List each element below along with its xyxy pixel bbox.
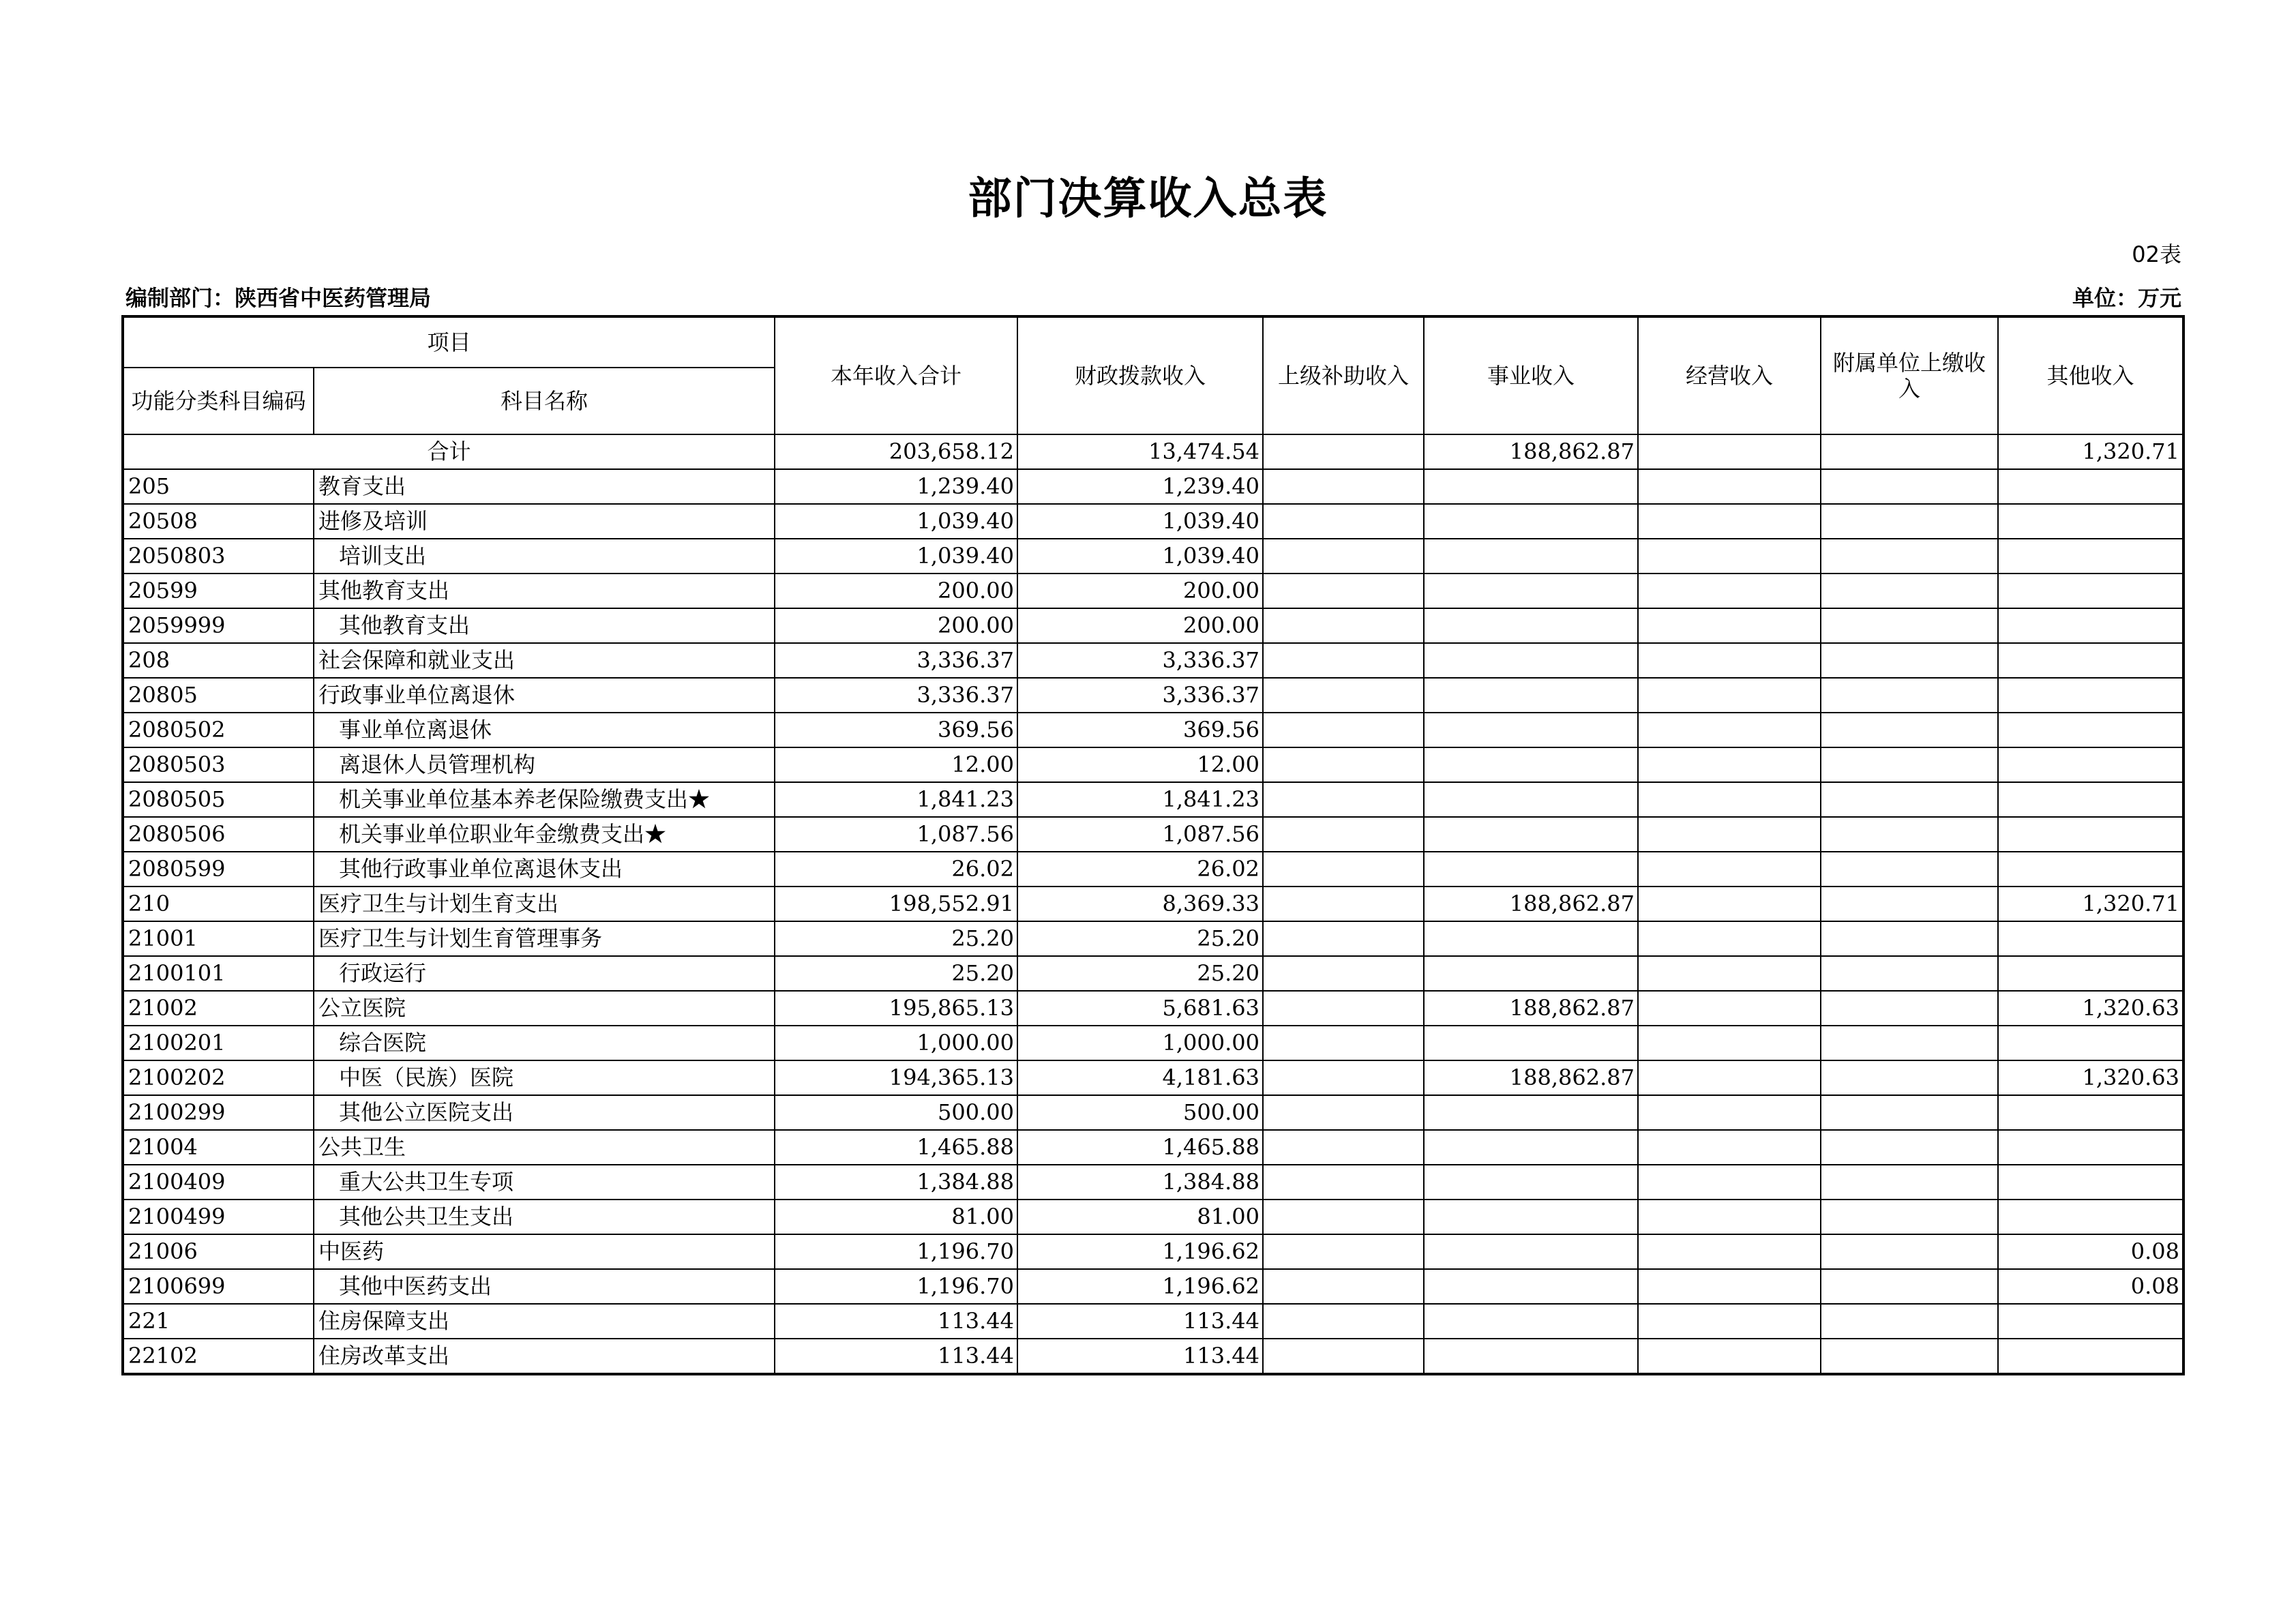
- table-row: [123, 921, 2183, 956]
- code-cell: 2100202: [123, 1060, 314, 1095]
- subsidy-cell: [1263, 1269, 1424, 1304]
- operating-cell: [1638, 1269, 1821, 1304]
- header-business: 事业收入: [1424, 316, 1638, 434]
- total-cell: 200.00: [775, 608, 1017, 643]
- affiliate-cell: [1821, 574, 1998, 608]
- affiliate-cell: [1821, 956, 1998, 991]
- operating-cell: [1638, 852, 1821, 887]
- table-row: [123, 574, 2183, 608]
- header-other: 其他收入: [1998, 316, 2183, 434]
- header-name: 科目名称: [314, 368, 775, 434]
- fiscal-cell: 200.00: [1017, 608, 1263, 643]
- form-number: 02表: [2132, 241, 2181, 267]
- total-cell: 1,239.40: [775, 469, 1017, 504]
- operating-cell: [1638, 956, 1821, 991]
- name-cell: 中医（民族）医院: [314, 1060, 775, 1095]
- header-code: 功能分类科目编码: [123, 368, 314, 434]
- name-cell: 综合医院: [314, 1026, 775, 1060]
- total-cell: 1,465.88: [775, 1130, 1017, 1165]
- code-cell: 2050803: [123, 539, 314, 574]
- code-cell: 2100699: [123, 1269, 314, 1304]
- operating-cell: [1638, 469, 1821, 504]
- total-cell: 113.44: [775, 1339, 1017, 1374]
- business-cell: [1424, 1339, 1638, 1374]
- affiliate-cell: [1821, 1026, 1998, 1060]
- business-cell: [1424, 921, 1638, 956]
- affiliate-cell: [1821, 1200, 1998, 1234]
- name-cell: 社会保障和就业支出: [314, 643, 775, 678]
- subsidy-cell: [1263, 782, 1424, 817]
- table-row: [123, 1304, 2183, 1339]
- table-row: [123, 1165, 2183, 1200]
- fiscal-cell: 200.00: [1017, 574, 1263, 608]
- fiscal-cell: 113.44: [1017, 1304, 1263, 1339]
- other-cell: [1998, 608, 2183, 643]
- header-total: 本年收入合计: [775, 316, 1017, 434]
- fiscal-cell: 1,000.00: [1017, 1026, 1263, 1060]
- code-cell: 2080503: [123, 747, 314, 782]
- other-cell: [1998, 956, 2183, 991]
- code-cell: 210: [123, 887, 314, 921]
- fiscal-cell: 1,239.40: [1017, 469, 1263, 504]
- business-cell: [1424, 504, 1638, 539]
- subsidy-cell: [1263, 539, 1424, 574]
- other-cell: 0.08: [1998, 1234, 2183, 1269]
- name-cell: 其他中医药支出: [314, 1269, 775, 1304]
- total-cell: 113.44: [775, 1304, 1017, 1339]
- fiscal-cell: 1,039.40: [1017, 504, 1263, 539]
- operating-cell: [1638, 678, 1821, 713]
- fiscal-cell: 13,474.54: [1017, 434, 1263, 469]
- subsidy-cell: [1263, 852, 1424, 887]
- code-cell: 221: [123, 1304, 314, 1339]
- business-cell: [1424, 1095, 1638, 1130]
- fiscal-cell: 500.00: [1017, 1095, 1263, 1130]
- table-row: [123, 1026, 2183, 1060]
- header-fiscal: 财政拨款收入: [1017, 316, 1263, 434]
- other-cell: [1998, 504, 2183, 539]
- operating-cell: [1638, 921, 1821, 956]
- affiliate-cell: [1821, 469, 1998, 504]
- name-cell: 行政事业单位离退休: [314, 678, 775, 713]
- operating-cell: [1638, 1026, 1821, 1060]
- table-row: [123, 956, 2183, 991]
- code-cell: 2080599: [123, 852, 314, 887]
- subsidy-cell: [1263, 434, 1424, 469]
- total-cell: 1,196.70: [775, 1234, 1017, 1269]
- affiliate-cell: [1821, 887, 1998, 921]
- affiliate-cell: [1821, 1130, 1998, 1165]
- other-cell: [1998, 713, 2183, 747]
- name-cell: 进修及培训: [314, 504, 775, 539]
- business-cell: 188,862.87: [1424, 434, 1638, 469]
- table-row: [123, 782, 2183, 817]
- affiliate-cell: [1821, 1269, 1998, 1304]
- fiscal-cell: 8,369.33: [1017, 887, 1263, 921]
- affiliate-cell: [1821, 1339, 1998, 1374]
- table-row: [123, 713, 2183, 747]
- total-cell: 203,658.12: [775, 434, 1017, 469]
- code-cell: 21006: [123, 1234, 314, 1269]
- subsidy-cell: [1263, 1026, 1424, 1060]
- other-cell: [1998, 574, 2183, 608]
- business-cell: 188,862.87: [1424, 991, 1638, 1026]
- business-cell: [1424, 1304, 1638, 1339]
- page-title: 部门决算收入总表: [968, 174, 1328, 224]
- subsidy-cell: [1263, 991, 1424, 1026]
- table-row: [123, 608, 2183, 643]
- operating-cell: [1638, 1165, 1821, 1200]
- affiliate-cell: [1821, 852, 1998, 887]
- table-row: [123, 469, 2183, 504]
- code-cell: 2100101: [123, 956, 314, 991]
- other-cell: 1,320.71: [1998, 434, 2183, 469]
- other-cell: [1998, 1339, 2183, 1374]
- total-cell: 369.56: [775, 713, 1017, 747]
- header-affiliate: 附属单位上缴收入: [1821, 316, 1998, 434]
- subsidy-cell: [1263, 1304, 1424, 1339]
- total-cell: 12.00: [775, 747, 1017, 782]
- header-subsidy: 上级补助收入: [1263, 316, 1424, 434]
- total-cell: 1,196.70: [775, 1269, 1017, 1304]
- affiliate-cell: [1821, 434, 1998, 469]
- operating-cell: [1638, 782, 1821, 817]
- subsidy-cell: [1263, 678, 1424, 713]
- code-cell: 20508: [123, 504, 314, 539]
- operating-cell: [1638, 817, 1821, 852]
- subsidy-cell: [1263, 1339, 1424, 1374]
- total-cell: 200.00: [775, 574, 1017, 608]
- name-cell: 中医药: [314, 1234, 775, 1269]
- fiscal-cell: 1,465.88: [1017, 1130, 1263, 1165]
- code-cell: 2080505: [123, 782, 314, 817]
- header-project: 项目: [123, 316, 775, 368]
- operating-cell: [1638, 504, 1821, 539]
- code-cell: 2059999: [123, 608, 314, 643]
- fiscal-cell: 369.56: [1017, 713, 1263, 747]
- fiscal-cell: 1,196.62: [1017, 1269, 1263, 1304]
- affiliate-cell: [1821, 921, 1998, 956]
- fiscal-cell: 4,181.63: [1017, 1060, 1263, 1095]
- operating-cell: [1638, 991, 1821, 1026]
- business-cell: [1424, 608, 1638, 643]
- total-cell: 195,865.13: [775, 991, 1017, 1026]
- fiscal-cell: 3,336.37: [1017, 678, 1263, 713]
- total-cell: 500.00: [775, 1095, 1017, 1130]
- total-cell: 3,336.37: [775, 643, 1017, 678]
- operating-cell: [1638, 1234, 1821, 1269]
- other-cell: [1998, 643, 2183, 678]
- other-cell: [1998, 539, 2183, 574]
- business-cell: [1424, 539, 1638, 574]
- code-cell: 2100201: [123, 1026, 314, 1060]
- code-cell: 20599: [123, 574, 314, 608]
- table-row: [123, 1234, 2183, 1269]
- name-cell: 重大公共卫生专项: [314, 1165, 775, 1200]
- table-row: [123, 887, 2183, 921]
- operating-cell: [1638, 713, 1821, 747]
- business-cell: [1424, 1269, 1638, 1304]
- table-row: [123, 1130, 2183, 1165]
- business-cell: [1424, 852, 1638, 887]
- other-cell: [1998, 747, 2183, 782]
- code-cell: 20805: [123, 678, 314, 713]
- name-cell: 事业单位离退休: [314, 713, 775, 747]
- fiscal-cell: 113.44: [1017, 1339, 1263, 1374]
- fiscal-cell: 1,087.56: [1017, 817, 1263, 852]
- name-cell: 机关事业单位基本养老保险缴费支出★: [314, 782, 775, 817]
- total-cell: 194,365.13: [775, 1060, 1017, 1095]
- name-cell: 教育支出: [314, 469, 775, 504]
- fiscal-cell: 25.20: [1017, 921, 1263, 956]
- name-cell: 公共卫生: [314, 1130, 775, 1165]
- subsidy-cell: [1263, 469, 1424, 504]
- code-cell: 2100499: [123, 1200, 314, 1234]
- affiliate-cell: [1821, 678, 1998, 713]
- fiscal-cell: 5,681.63: [1017, 991, 1263, 1026]
- table-row: [123, 852, 2183, 887]
- affiliate-cell: [1821, 1234, 1998, 1269]
- fiscal-cell: 81.00: [1017, 1200, 1263, 1234]
- business-cell: [1424, 782, 1638, 817]
- operating-cell: [1638, 1130, 1821, 1165]
- subsidy-cell: [1263, 608, 1424, 643]
- code-cell: 2100299: [123, 1095, 314, 1130]
- table-row: [123, 817, 2183, 852]
- affiliate-cell: [1821, 504, 1998, 539]
- table-row: [123, 1339, 2183, 1374]
- total-cell: 1,384.88: [775, 1165, 1017, 1200]
- subsidy-cell: [1263, 713, 1424, 747]
- subsidy-cell: [1263, 1165, 1424, 1200]
- org-label: 编制部门：陕西省中医药管理局: [125, 285, 432, 311]
- fiscal-cell: 3,336.37: [1017, 643, 1263, 678]
- unit-label: 单位：万元: [2072, 285, 2181, 311]
- other-cell: [1998, 782, 2183, 817]
- code-cell: 2080506: [123, 817, 314, 852]
- operating-cell: [1638, 574, 1821, 608]
- operating-cell: [1638, 539, 1821, 574]
- business-cell: [1424, 817, 1638, 852]
- operating-cell: [1638, 1339, 1821, 1374]
- business-cell: [1424, 1130, 1638, 1165]
- affiliate-cell: [1821, 747, 1998, 782]
- affiliate-cell: [1821, 608, 1998, 643]
- header-row: [123, 316, 2183, 368]
- total-row: [123, 434, 2183, 469]
- code-cell: 2080502: [123, 713, 314, 747]
- name-cell: 其他教育支出: [314, 574, 775, 608]
- total-label: 合计: [123, 434, 775, 469]
- fiscal-cell: 12.00: [1017, 747, 1263, 782]
- income-summary-table: [121, 315, 2185, 1375]
- name-cell: 医疗卫生与计划生育管理事务: [314, 921, 775, 956]
- business-cell: [1424, 469, 1638, 504]
- name-cell: 培训支出: [314, 539, 775, 574]
- code-cell: 21002: [123, 991, 314, 1026]
- table-row: [123, 504, 2183, 539]
- other-cell: 1,320.63: [1998, 1060, 2183, 1095]
- subsidy-cell: [1263, 1095, 1424, 1130]
- other-cell: 0.08: [1998, 1269, 2183, 1304]
- affiliate-cell: [1821, 782, 1998, 817]
- other-cell: [1998, 469, 2183, 504]
- subsidy-cell: [1263, 643, 1424, 678]
- subsidy-cell: [1263, 1234, 1424, 1269]
- name-cell: 住房改革支出: [314, 1339, 775, 1374]
- affiliate-cell: [1821, 1304, 1998, 1339]
- operating-cell: [1638, 434, 1821, 469]
- table-row: [123, 991, 2183, 1026]
- business-cell: [1424, 678, 1638, 713]
- other-cell: [1998, 817, 2183, 852]
- other-cell: 1,320.63: [1998, 991, 2183, 1026]
- total-cell: 1,039.40: [775, 504, 1017, 539]
- fiscal-cell: 1,384.88: [1017, 1165, 1263, 1200]
- code-cell: 205: [123, 469, 314, 504]
- operating-cell: [1638, 1095, 1821, 1130]
- header-operating: 经营收入: [1638, 316, 1821, 434]
- name-cell: 其他教育支出: [314, 608, 775, 643]
- other-cell: [1998, 852, 2183, 887]
- name-cell: 其他公共卫生支出: [314, 1200, 775, 1234]
- other-cell: [1998, 1200, 2183, 1234]
- total-cell: 1,000.00: [775, 1026, 1017, 1060]
- other-cell: [1998, 921, 2183, 956]
- business-cell: [1424, 1026, 1638, 1060]
- table-row: [123, 1060, 2183, 1095]
- total-cell: 1,841.23: [775, 782, 1017, 817]
- business-cell: 188,862.87: [1424, 1060, 1638, 1095]
- other-cell: [1998, 678, 2183, 713]
- business-cell: [1424, 713, 1638, 747]
- operating-cell: [1638, 747, 1821, 782]
- affiliate-cell: [1821, 539, 1998, 574]
- business-cell: [1424, 574, 1638, 608]
- name-cell: 离退休人员管理机构: [314, 747, 775, 782]
- name-cell: 其他行政事业单位离退休支出: [314, 852, 775, 887]
- affiliate-cell: [1821, 991, 1998, 1026]
- operating-cell: [1638, 1200, 1821, 1234]
- business-cell: [1424, 1200, 1638, 1234]
- code-cell: 21004: [123, 1130, 314, 1165]
- business-cell: 188,862.87: [1424, 887, 1638, 921]
- fiscal-cell: 1,039.40: [1017, 539, 1263, 574]
- business-cell: [1424, 643, 1638, 678]
- operating-cell: [1638, 608, 1821, 643]
- table-row: [123, 1269, 2183, 1304]
- subsidy-cell: [1263, 747, 1424, 782]
- fiscal-cell: 25.20: [1017, 956, 1263, 991]
- affiliate-cell: [1821, 713, 1998, 747]
- table-row: [123, 539, 2183, 574]
- other-cell: [1998, 1304, 2183, 1339]
- fiscal-cell: 1,841.23: [1017, 782, 1263, 817]
- total-cell: 25.20: [775, 921, 1017, 956]
- table-row: [123, 1095, 2183, 1130]
- other-cell: [1998, 1165, 2183, 1200]
- affiliate-cell: [1821, 1060, 1998, 1095]
- fiscal-cell: 1,196.62: [1017, 1234, 1263, 1269]
- business-cell: [1424, 956, 1638, 991]
- operating-cell: [1638, 1060, 1821, 1095]
- table-row: [123, 747, 2183, 782]
- code-cell: 21001: [123, 921, 314, 956]
- name-cell: 机关事业单位职业年金缴费支出★: [314, 817, 775, 852]
- code-cell: 208: [123, 643, 314, 678]
- subsidy-cell: [1263, 1060, 1424, 1095]
- table-row: [123, 643, 2183, 678]
- affiliate-cell: [1821, 643, 1998, 678]
- affiliate-cell: [1821, 817, 1998, 852]
- operating-cell: [1638, 643, 1821, 678]
- subsidy-cell: [1263, 817, 1424, 852]
- code-cell: 2100409: [123, 1165, 314, 1200]
- name-cell: 其他公立医院支出: [314, 1095, 775, 1130]
- name-cell: 医疗卫生与计划生育支出: [314, 887, 775, 921]
- operating-cell: [1638, 887, 1821, 921]
- affiliate-cell: [1821, 1095, 1998, 1130]
- subsidy-cell: [1263, 887, 1424, 921]
- other-cell: [1998, 1130, 2183, 1165]
- subsidy-cell: [1263, 921, 1424, 956]
- total-cell: 198,552.91: [775, 887, 1017, 921]
- affiliate-cell: [1821, 1165, 1998, 1200]
- total-cell: 26.02: [775, 852, 1017, 887]
- other-cell: [1998, 1026, 2183, 1060]
- total-cell: 1,087.56: [775, 817, 1017, 852]
- subsidy-cell: [1263, 1200, 1424, 1234]
- total-cell: 3,336.37: [775, 678, 1017, 713]
- subsidy-cell: [1263, 574, 1424, 608]
- fiscal-cell: 26.02: [1017, 852, 1263, 887]
- other-cell: 1,320.71: [1998, 887, 2183, 921]
- operating-cell: [1638, 1304, 1821, 1339]
- total-cell: 25.20: [775, 956, 1017, 991]
- subsidy-cell: [1263, 956, 1424, 991]
- name-cell: 行政运行: [314, 956, 775, 991]
- other-cell: [1998, 1095, 2183, 1130]
- total-cell: 1,039.40: [775, 539, 1017, 574]
- table-row: [123, 678, 2183, 713]
- name-cell: 公立医院: [314, 991, 775, 1026]
- name-cell: 住房保障支出: [314, 1304, 775, 1339]
- total-cell: 81.00: [775, 1200, 1017, 1234]
- subsidy-cell: [1263, 1130, 1424, 1165]
- subsidy-cell: [1263, 504, 1424, 539]
- code-cell: 22102: [123, 1339, 314, 1374]
- business-cell: [1424, 1234, 1638, 1269]
- table-row: [123, 1200, 2183, 1234]
- business-cell: [1424, 747, 1638, 782]
- business-cell: [1424, 1165, 1638, 1200]
